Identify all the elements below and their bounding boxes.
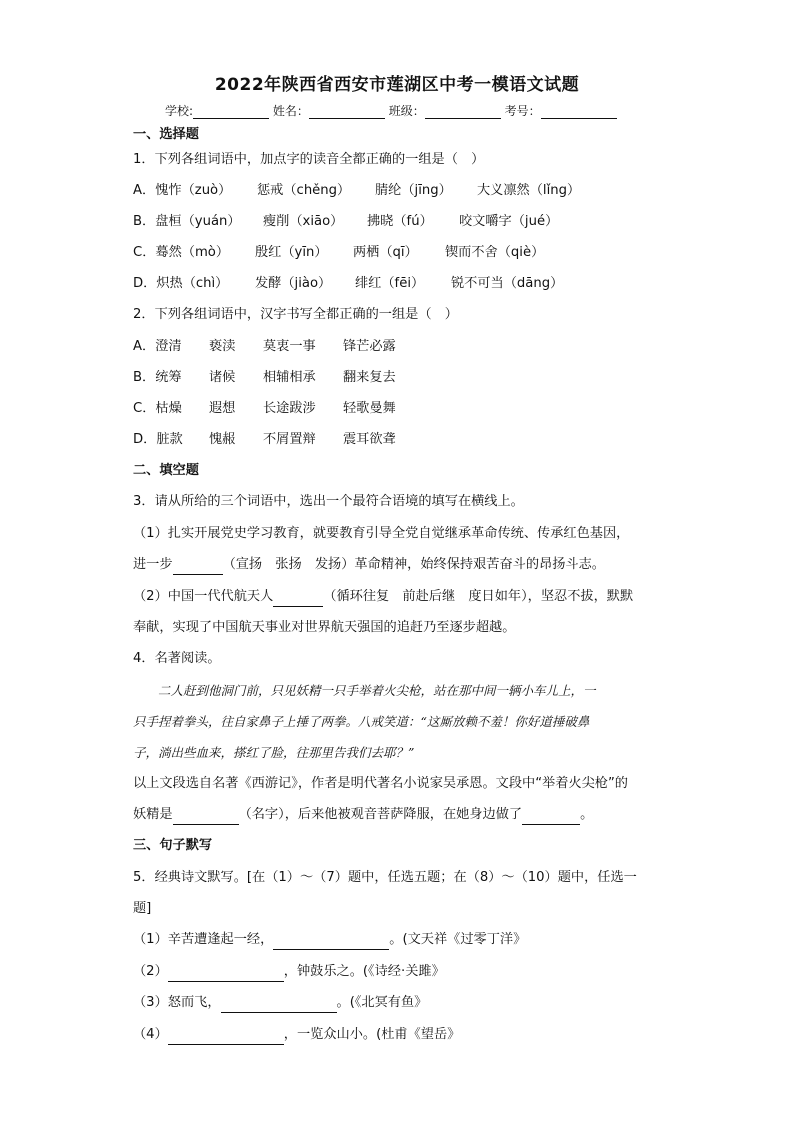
q1-option-d [133, 274, 563, 294]
q1-option-b [133, 212, 558, 232]
q1-stem: 1．下列各组词语中，加点字的读音全都正确的一组是（ ） [133, 152, 485, 167]
q2-option-d [133, 430, 396, 450]
option-item: 发酵（jiào） [255, 276, 332, 291]
option-item: 大义凛然（lǐng） [477, 183, 581, 198]
section-heading-fill: 二、填空题 [133, 463, 199, 478]
school-label: 学校: [165, 104, 194, 118]
option-item: 瘦削（xiāo） [263, 214, 344, 229]
option-item: 遐想 [209, 401, 236, 416]
text-segment: （4） [133, 1027, 168, 1042]
option-item: B．盘桓（yuán） [133, 214, 241, 229]
answer-blank[interactable] [168, 967, 284, 982]
q3-item1-line1: （1）扎实开展党史学习教育，就要教育引导全党自觉继承革命传统、传承红色基因， [133, 526, 630, 541]
q5-item3 [133, 993, 427, 1013]
option-item: 莫衷一事 [263, 339, 316, 354]
q4-question-line2 [133, 805, 593, 825]
option-item: A．澄清 [133, 339, 182, 354]
text-segment: 进一步 [133, 557, 173, 572]
q5-item1 [133, 930, 526, 950]
q2-option-c [133, 399, 396, 419]
option-item: C．蓦然（mò） [133, 245, 230, 260]
text-segment: 。(《北冥有鱼》 [336, 995, 428, 1010]
student-info-row [165, 102, 617, 119]
option-item: 相辅相承 [263, 370, 316, 385]
option-item: 锋芒必露 [343, 339, 396, 354]
option-item: 震耳欲聋 [343, 432, 396, 447]
option-item: 锲而不舍（qiè） [445, 245, 545, 260]
q3-item2-line2: 奉献，实现了中国航天事业对世界航天强国的追赶乃至逐步超越。 [133, 620, 516, 635]
q2-option-a [133, 337, 396, 357]
text-segment: （名字），后来他被观音菩萨降服，在她身边做了 [238, 807, 523, 822]
text-segment: 。 [580, 807, 594, 822]
q4-passage-line1: 二人赶到他洞门前，只见妖精一只手举着火尖枪，站在那中间一辆小车儿上，一 [158, 683, 596, 698]
q2-option-b [133, 368, 396, 388]
answer-blank[interactable] [173, 810, 239, 825]
option-item: 腈纶（jīng） [375, 183, 452, 198]
answer-blank[interactable] [273, 592, 323, 607]
option-item: 长途跋涉 [263, 401, 316, 416]
option-item: 不屑置辩 [263, 432, 316, 447]
answer-blank[interactable] [522, 810, 580, 825]
option-item: 锐不可当（dāng） [451, 276, 564, 291]
option-item: 诸候 [209, 370, 236, 385]
option-item: 两栖（qī） [353, 245, 418, 260]
text-segment: 妖精是 [133, 807, 173, 822]
option-item: C．枯燥 [133, 401, 182, 416]
answer-blank[interactable] [168, 1030, 284, 1045]
option-item: 轻歌曼舞 [343, 401, 396, 416]
q5-item4 [133, 1025, 460, 1045]
option-item: 愧赧 [209, 432, 236, 447]
exam-no-blank [541, 105, 617, 119]
option-item: A．愧怍（zuò） [133, 183, 232, 198]
q3-item1-line2 [133, 555, 605, 575]
q4-stem: 4．名著阅读。 [133, 651, 221, 666]
name-blank [309, 105, 385, 119]
answer-blank[interactable] [173, 560, 223, 575]
answer-blank[interactable] [221, 998, 337, 1013]
class-blank [425, 105, 501, 119]
q4-passage-line3: 子，淌出些血来，搽红了脸，往那里告我们去耶？” [133, 745, 415, 760]
text-segment: （2）中国一代代航天人 [133, 589, 274, 604]
option-item: 殷红（yīn） [255, 245, 328, 260]
text-segment: （3）怒而飞， [133, 995, 221, 1010]
q5-stem-line1: 5．经典诗文默写。[在（1）～（7）题中，任选五题；在（8）～（10）题中，任选一 [133, 870, 637, 885]
text-segment: （宣扬 张扬 发扬）革命精神，始终保持艰苦奋斗的昂扬斗志。 [222, 557, 605, 572]
q3-item2-line1 [133, 587, 633, 607]
option-item: D．炽热（chì） [133, 276, 229, 291]
text-segment: ，一览众山小。(杜甫《望岳》 [283, 1027, 461, 1042]
section-heading-recite: 三、句子默写 [133, 838, 213, 853]
option-item: 绯红（fēi） [355, 276, 425, 291]
text-segment: （2） [133, 964, 168, 979]
text-segment: 。(文天祥《过零丁洋》 [389, 932, 527, 947]
q5-stem-line2: 题] [133, 901, 152, 916]
q2-stem: 2．下列各组词语中，汉字书写全都正确的一组是（ ） [133, 307, 458, 322]
name-label: 姓名： [272, 104, 309, 118]
school-blank [193, 105, 269, 119]
section-heading-choice: 一、选择题 [133, 127, 199, 142]
option-item: 惩戒（chěng） [257, 183, 351, 198]
q4-question-line1: 以上文段选自名著《西游记》，作者是明代著名小说家吴承恩。文段中“举着火尖枪”的 [133, 776, 628, 791]
text-segment: （循环往复 前赴后继 度日如年），坚忍不拔，默默 [323, 589, 634, 604]
text-segment: （1）辛苦遭逢起一经， [133, 932, 274, 947]
option-item: 咬文嚼字（jué） [459, 214, 559, 229]
q4-passage-line2: 只手捏着拳头，往自家鼻子上捶了两拳。八戒笑道：“这厮放赖不羞！你好道捶破鼻 [133, 714, 590, 729]
option-item: 亵渎 [209, 339, 236, 354]
text-segment: ，钟鼓乐之。(《诗经·关雎》 [283, 964, 445, 979]
option-item: D．脏款 [133, 432, 183, 447]
q3-stem: 3．请从所给的三个词语中，选出一个最符合语境的填写在横线上。 [133, 494, 524, 509]
page-title: 2022年陕西省西安市莲湖区中考一模语文试题 [214, 75, 580, 95]
exam-no-label: 考号： [504, 104, 541, 118]
q1-option-a [133, 181, 580, 201]
option-item: 翻来复去 [343, 370, 396, 385]
q1-option-c [133, 243, 544, 263]
class-label: 班级： [388, 104, 425, 118]
answer-blank[interactable] [273, 935, 389, 950]
option-item: 拂晓（fú） [367, 214, 433, 229]
option-item: B．统筹 [133, 370, 182, 385]
q5-item2 [133, 962, 445, 982]
